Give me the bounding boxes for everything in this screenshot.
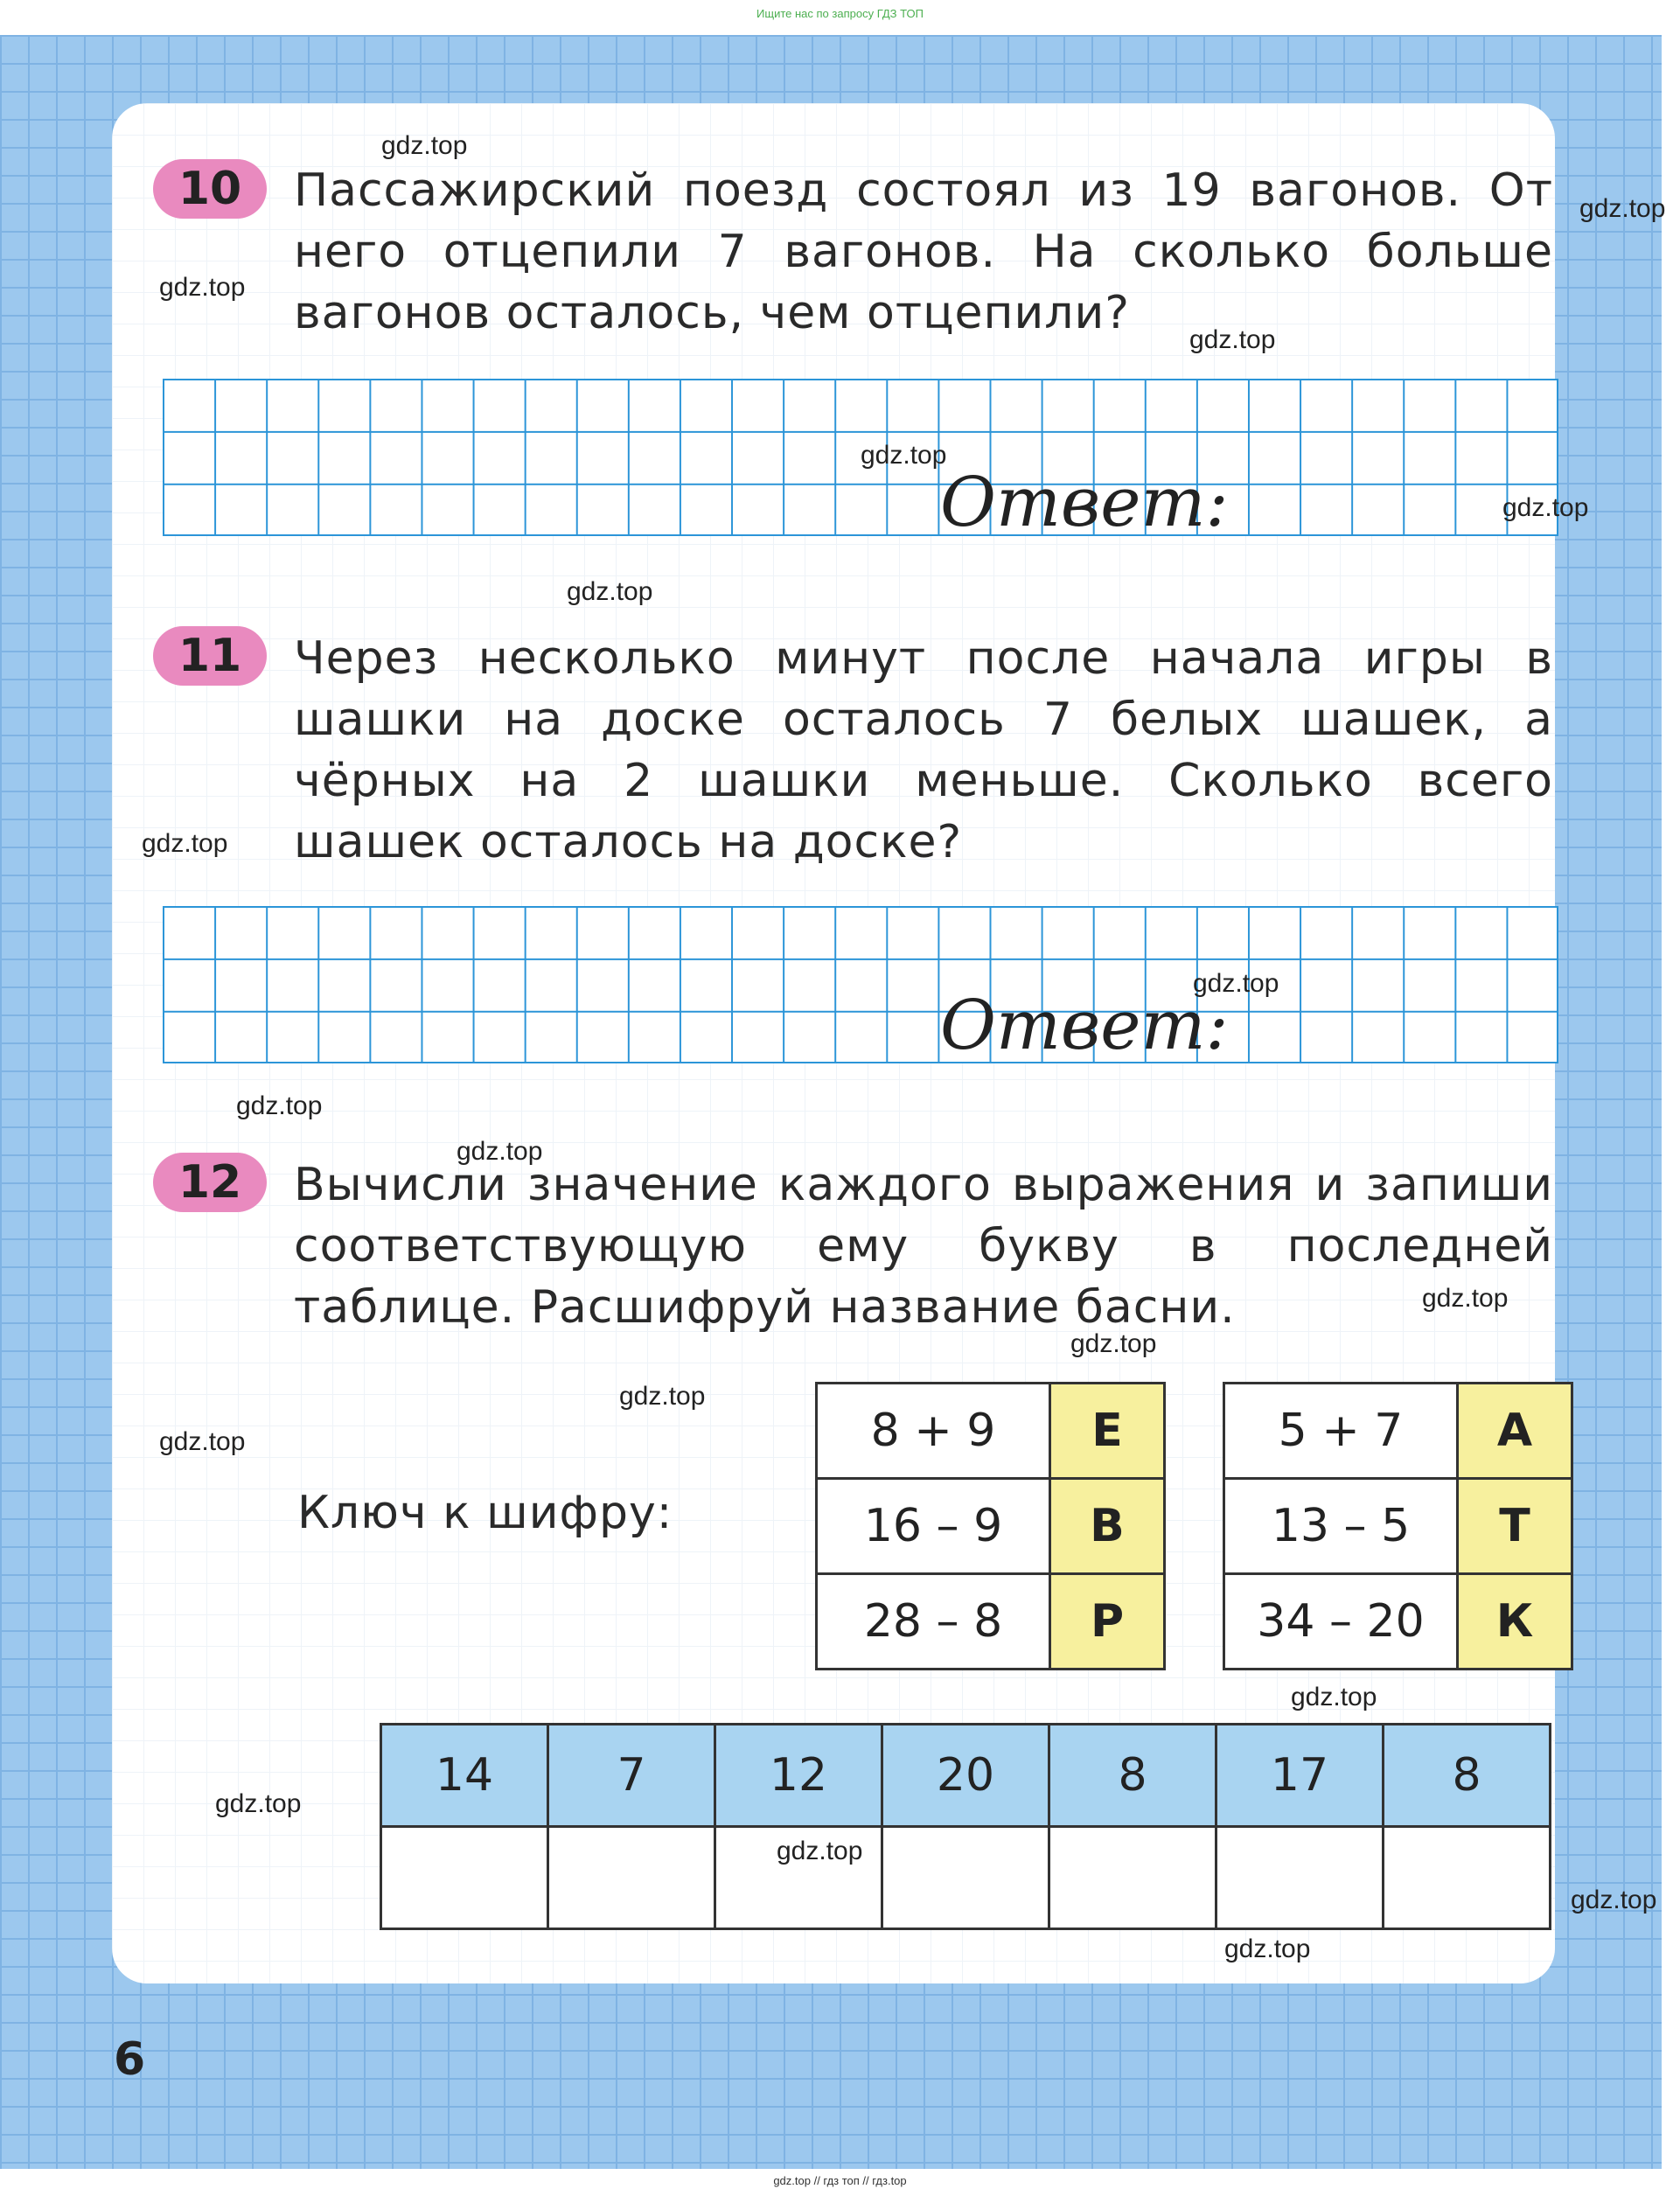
cipher-expression: 5 + 7	[1224, 1384, 1458, 1479]
decode-number: 12	[715, 1725, 882, 1827]
cipher-table-left	[815, 1382, 1166, 1670]
cipher-row	[817, 1384, 1165, 1479]
watermark: gdz.top	[1193, 969, 1279, 998]
cipher-letter: А	[1458, 1384, 1572, 1479]
cipher-letter: Р	[1050, 1574, 1165, 1670]
cipher-row	[1224, 1479, 1572, 1574]
task-11-answer-label: Ответ:	[940, 986, 1229, 1065]
watermark: gdz.top	[777, 1837, 863, 1865]
task-12-badge: 12	[153, 1153, 267, 1212]
watermark: gdz.top	[236, 1091, 323, 1120]
watermark: gdz.top	[1422, 1284, 1509, 1313]
watermark: gdz.top	[619, 1382, 706, 1411]
watermark: gdz.top	[1571, 1886, 1657, 1914]
watermark: gdz.top	[1224, 1935, 1311, 1963]
cipher-letter: К	[1458, 1574, 1572, 1670]
cipher-letter: В	[1050, 1479, 1165, 1574]
cipher-expression: 16 – 9	[817, 1479, 1050, 1574]
cipher-key-label: Ключ к шифру:	[297, 1487, 673, 1539]
task-10-answer-label: Ответ:	[940, 464, 1229, 542]
cipher-letter: Т	[1458, 1479, 1572, 1574]
decode-number: 7	[548, 1725, 715, 1827]
watermark: gdz.top	[567, 577, 653, 606]
decode-number: 17	[1216, 1725, 1384, 1827]
watermark: gdz.top	[1070, 1329, 1157, 1358]
decode-number: 8	[1384, 1725, 1551, 1827]
watermark: gdz.top	[1189, 325, 1276, 354]
watermark: gdz.top	[1291, 1683, 1377, 1711]
decode-letter-cell[interactable]	[1384, 1827, 1551, 1929]
task-10-badge: 10	[153, 159, 267, 219]
cipher-letter: Е	[1050, 1384, 1165, 1479]
watermark: gdz.top	[1579, 194, 1666, 223]
cipher-row	[817, 1574, 1165, 1670]
task-10-text: Пассажирский поезд состоял из 19 вагонов. От него отцепили 7 вагонов. На сколько больше вагонов осталось, чем отцепили?	[294, 164, 1553, 339]
decode-letter-cell[interactable]	[1049, 1827, 1216, 1929]
watermark: gdz.top	[142, 829, 228, 858]
cipher-expression: 28 – 8	[817, 1574, 1050, 1670]
cipher-row	[817, 1479, 1165, 1574]
watermark: gdz.top	[159, 273, 246, 302]
header-note: Ищите нас по запросу ГДЗ ТОП	[756, 7, 924, 20]
cipher-row	[1224, 1384, 1572, 1479]
decode-letters-row	[381, 1827, 1551, 1929]
decode-table	[380, 1723, 1551, 1930]
decode-number: 14	[381, 1725, 548, 1827]
watermark: gdz.top	[457, 1137, 543, 1166]
cipher-row	[1224, 1574, 1572, 1670]
decode-letter-cell[interactable]	[548, 1827, 715, 1929]
watermark: gdz.top	[861, 441, 947, 470]
decode-number: 8	[1049, 1725, 1216, 1827]
task-11-answer-grid[interactable]	[163, 906, 1558, 1063]
watermark: gdz.top	[215, 1789, 302, 1818]
footer-note: gdz.top // гдз топ // гдз.top	[773, 2174, 907, 2187]
watermark: gdz.top	[381, 131, 468, 160]
decode-letter-cell[interactable]	[1216, 1827, 1384, 1929]
decode-numbers-row	[381, 1725, 1551, 1827]
cipher-expression: 34 – 20	[1224, 1574, 1458, 1670]
decode-number: 20	[882, 1725, 1049, 1827]
cipher-expression: 8 + 9	[817, 1384, 1050, 1479]
cipher-table-right	[1223, 1382, 1573, 1670]
watermark: gdz.top	[1502, 493, 1589, 522]
task-11-badge: 11	[153, 626, 267, 686]
cipher-expression: 13 – 5	[1224, 1479, 1458, 1574]
decode-letter-cell[interactable]	[882, 1827, 1049, 1929]
watermark: gdz.top	[159, 1427, 246, 1456]
task-11-text: Через несколько минут после начала игры в шашки на доске осталось 7 белых шашек, а чёрных на 2 шашки меньше. Сколько всего шашек осталось на доске?	[294, 632, 1553, 868]
task-12-text: Вычисли значение каждого выражения и запиши соответствующую ему букву в последней таблице. Расшифруй название басни.	[294, 1159, 1553, 1334]
decode-letter-cell[interactable]	[381, 1827, 548, 1929]
page-number: 6	[114, 2033, 146, 2086]
